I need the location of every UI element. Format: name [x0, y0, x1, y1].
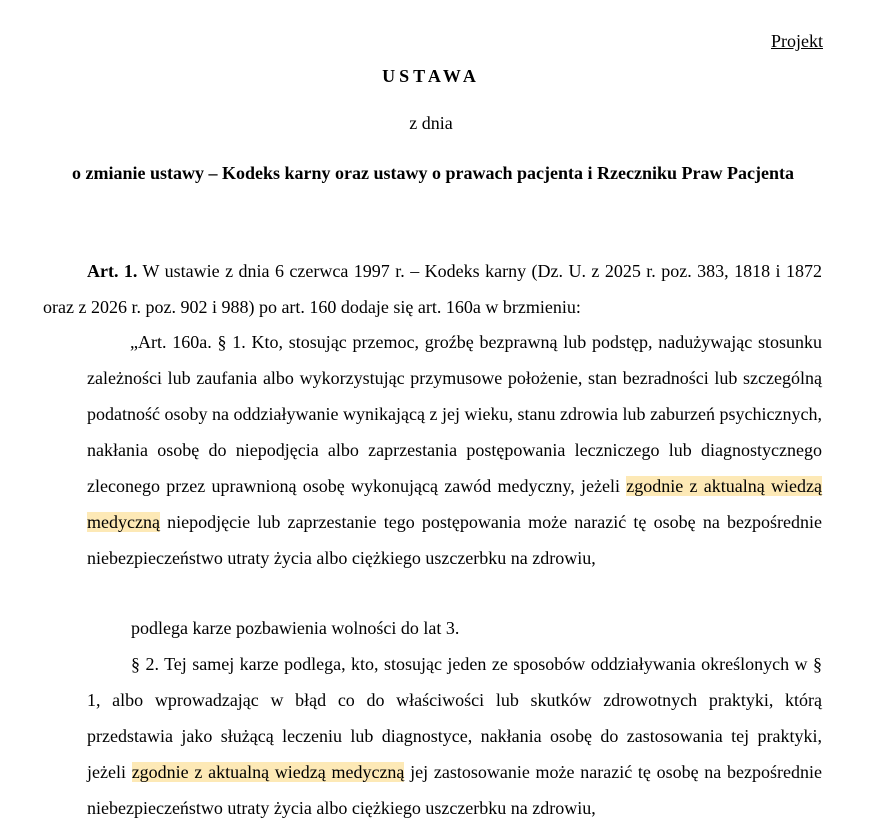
projekt-label: Projekt [771, 31, 823, 51]
paragraph-1-highlight: zgodnie z aktualną wiedzą medyczną [87, 476, 823, 532]
article-1-text: W ustawie z dnia 6 czerwca 1997 r. – Kodeks karny (Dz. U. z 2025 r. poz. 383, 1818 i 1872 oraz z 2026 r. poz. 902 i 988) po art. 160 dodaje się art. 160a w brzmieniu: [43, 261, 823, 317]
document-title: o zmianie ustawy – Kodeks karny oraz ustawy o prawach pacjenta i Rzeczniku Praw Pacjenta [72, 163, 794, 183]
penalty-clause: podlega karze pozbawienia wolności do lat 3. [131, 618, 460, 638]
document-type-heading: USTAWA [382, 66, 480, 86]
paragraph-2-text-after: jej zastosowanie może narazić tę osobę na bezpośrednie niebezpieczeństwo utraty życia albo ciężkiego uszczerbku na zdrowiu, [87, 762, 822, 818]
article-1-paragraph [43, 253, 822, 325]
article-160a-paragraph-1 [87, 324, 822, 576]
paragraph-2-text-before: § 2. Tej samej karze podlega, kto, stosując jeden ze sposobów oddziaływania określonych w § 1, albo wprowadzając w błąd co do właściwości lub skutków zdrowotnych praktyki, którą przedstawia jako służącą leczeniu lub diagnostyce, nakłania osobę do zastosowania tej praktyki, jeżeli [87, 654, 822, 782]
paragraph-1-text-before: „Art. 160a. § 1. Kto, stosując przemoc, groźbę bezprawną lub podstęp, nadużywając stosunku zależności lub zaufania albo wykorzystując przymusowe położenie, stan bezradności lub szczególną podatność osoby na oddziaływanie wynikającą z jej wieku, stanu zdrowia lub zaburzeń psychicznych, nakłania osobę do niepodjęcia albo zaprzestania postępowania leczniczego lub diagnostycznego zleconego przez uprawnioną osobę wykonującą zawód medyczny, jeżeli [87, 332, 822, 496]
date-line: z dnia [409, 113, 453, 133]
paragraph-2-highlight: zgodnie z aktualną wiedzą medyczną [131, 762, 405, 782]
article-1-label: Art. 1. [87, 261, 138, 281]
article-160a-paragraph-2 [87, 646, 822, 826]
paragraph-1-text-after: niepodjęcie lub zaprzestanie tego postępowania może narazić tę osobę na bezpośrednie niebezpieczeństwo utraty życia albo ciężkiego uszczerbku na zdrowiu, [87, 512, 822, 568]
